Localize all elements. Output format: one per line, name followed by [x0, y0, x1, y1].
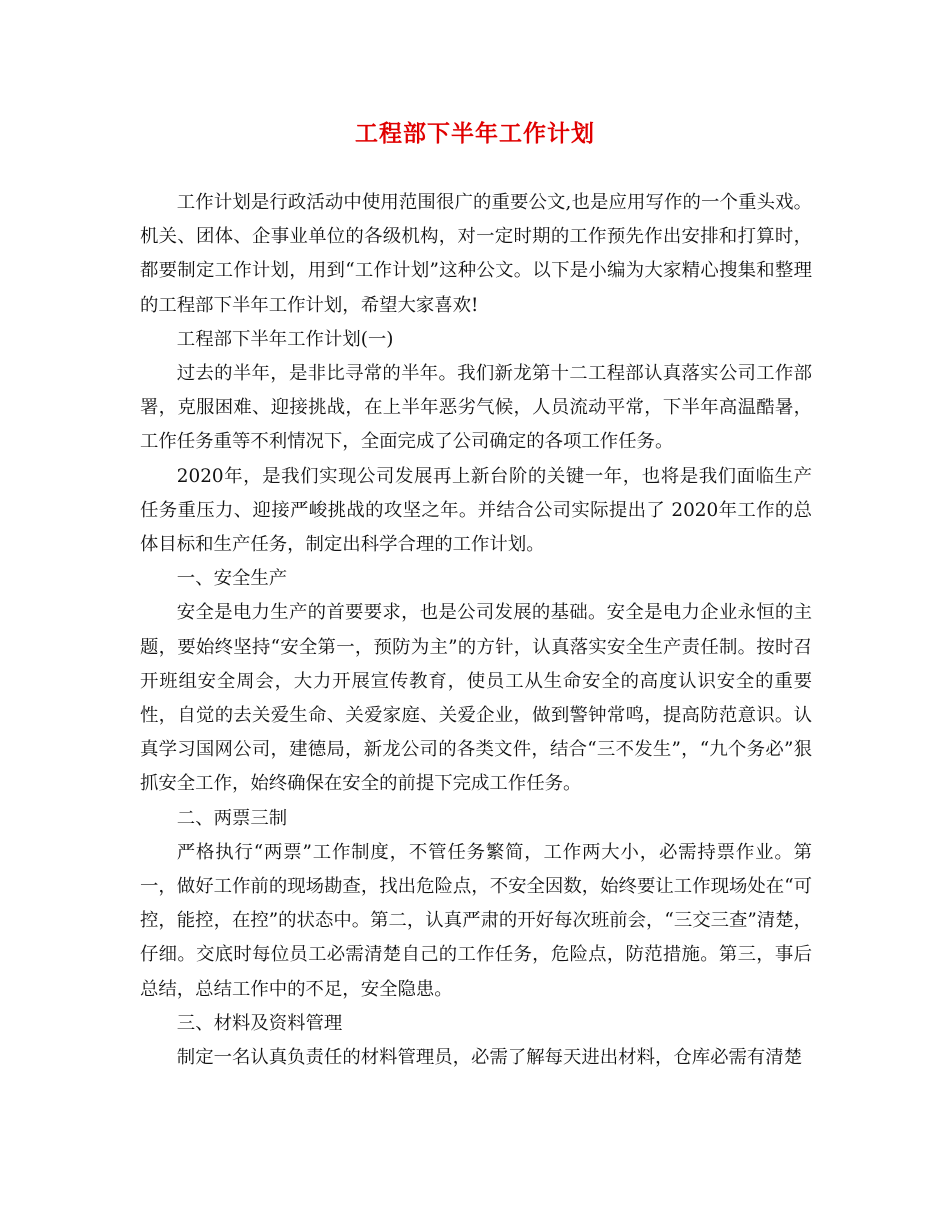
paragraph-two-tickets: 严格执行“两票”工作制度，不管任务繁简，工作两大小，必需持票作业。第一，做好工作前的现场勘查，找出危险点，不安全因数，始终要让工作现场处在“可控，能控，在控”的状态中。第二，认真严肃的开好每次班前会，“三交三查”清楚，仔细。交底时每位员工必需清楚自己的工作任务，危险点，防范措施。第三，事后总结，总结工作中的不足，安全隐患。	[140, 841, 812, 1000]
section-heading-materials: 三、材料及资料管理	[176, 1012, 343, 1034]
paragraph-safety: 安全是电力生产的首要要求，也是公司发展的基础。安全是电力企业永恒的主题，要始终坚持“安全第一，预防为主”的方针，认真落实安全生产责任制。按时召开班组安全周会，大力开展宣传教育，使员工从生命安全的高度认识安全的重要性，自觉的去关爱生命、关爱家庭、关爱企业，做到警钟常鸣，提高防范意识。认真学习国网公司，建德局，新龙公司的各类文件，结合“三不发生”，“九个务必”狠抓安全工作，始终确保在安全的前提下完成工作任务。	[140, 602, 812, 795]
paragraph-2020-goals: 2020年，是我们实现公司发展再上新台阶的关键一年，也将是我们面临生产任务重压力、迎接严峻挑战的攻坚之年。并结合公司实际提出了 2020年工作的总体目标和生产任务，制定出科学合理的工作计划。	[140, 465, 812, 556]
section-heading-plan-one: 工程部下半年工作计划(一)	[176, 328, 394, 350]
document-body	[140, 186, 812, 1075]
paragraph-intro: 工作计划是行政活动中使用范围很广的重要公文,也是应用写作的一个重头戏。机关、团体、企事业单位的各级机构，对一定时期的工作预先作出安排和打算时，都要制定工作计划，用到“工作计划”这种公文。以下是小编为大家精心搜集和整理的工程部下半年工作计划，希望大家喜欢!	[140, 192, 812, 316]
section-heading-two-tickets: 二、两票三制	[176, 807, 288, 829]
paragraph-materials: 制定一名认真负责任的材料管理员，必需了解每天进出材料，仓库必需有清楚	[176, 1047, 803, 1069]
paragraph-review: 过去的半年，是非比寻常的半年。我们新龙第十二工程部认真落实公司工作部署，克服困难、迎接挑战，在上半年恶劣气候，人员流动平常，下半年高温酷暑，工作任务重等不利情况下，全面完成了公司确定的各项工作任务。	[140, 363, 812, 453]
document-title: 工程部下半年工作计划	[355, 120, 595, 147]
section-heading-safety: 一、安全生产	[176, 568, 288, 590]
